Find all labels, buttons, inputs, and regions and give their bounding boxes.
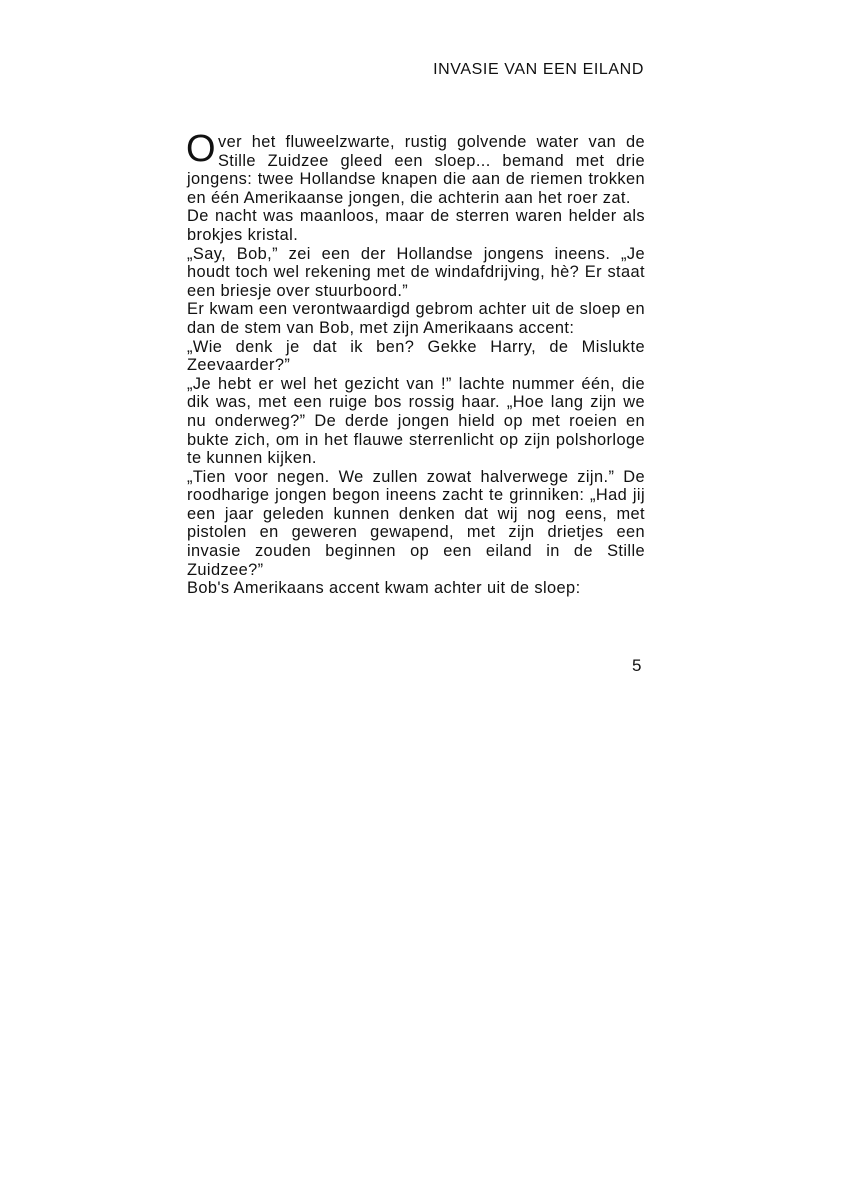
paragraph: Bob's Amerikaans accent kwam achter uit de sloep: [187,579,581,598]
running-header: INVASIE VAN EEN EILAND [433,61,644,78]
paragraph: „Say, Bob,” zei een der Hollandse jongens ineens. „Je houdt toch wel rekening met de windafdrijving, hè? Er staat een briesje over stuurboord.” [187,244,645,300]
paragraph [186,128,645,207]
body-text [186,128,645,598]
paragraph: „Je hebt er wel het gezicht van !” lachte nummer één, die dik was, met een ruige bos rossig haar. „Hoe lang zijn we nu onderweg?” De derde jongen hield op met roeien en bukte zich, om in het flauwe sterrenlicht op zijn polshorloge te kunnen kijken. [187,374,645,468]
paragraph: „Tien voor negen. We zullen zowat halverwege zijn.” De roodharige jongen begon ineens zacht te grinniken: „Had jij een jaar geleden kunnen denken dat wij nog eens, met pistolen en geweren gewapend, met zijn drietjes een invasie zouden beginnen op een eiland in de Stille Zuidzee?” [187,467,645,579]
paragraph-text: ver het fluweelzwarte, rustig golvende water van de Stille Zuidzee gleed een sloep... bemand met drie jongens: twee Hollandse knapen die aan de riemen trokken en één Amerikaanse jongen, die achterin aan het roer zat. [187,133,645,207]
paragraph: Er kwam een verontwaardigd gebrom achter uit de sloep en dan de stem van Bob, met zijn Amerikaans accent: [187,300,645,337]
paragraph: „Wie denk je dat ik ben? Gekke Harry, de Mislukte Zeevaarder?” [187,337,645,375]
drop-cap: O [186,128,216,170]
paragraph: De nacht was maanloos, maar de sterren waren helder als brokjes kristal. [187,207,645,244]
page-number: 5 [632,656,642,675]
